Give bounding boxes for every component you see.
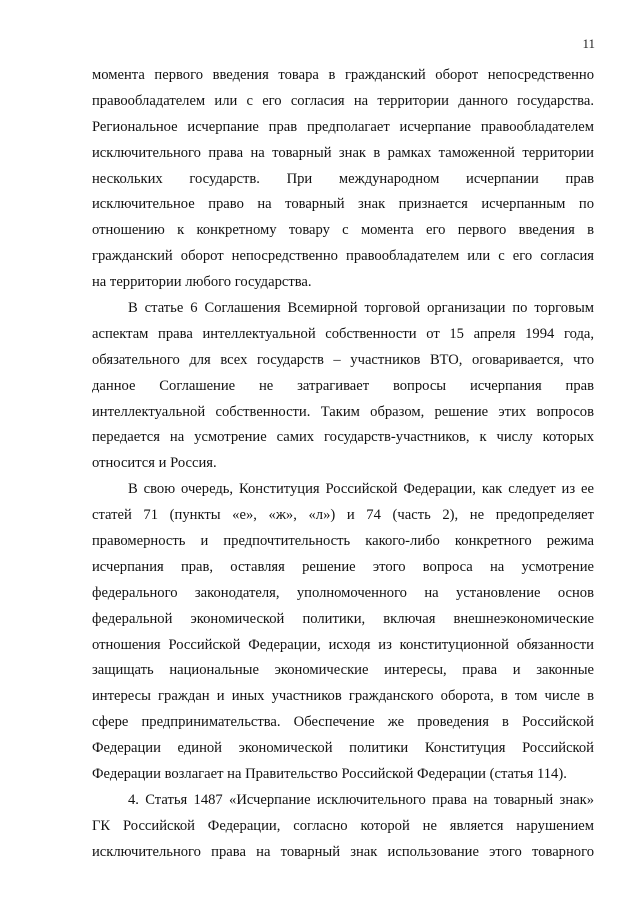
text-line: нескольких государств. При международном исчерпании прав <box>92 170 594 187</box>
text-line: на территории любого государства. <box>92 274 312 291</box>
text-line: федерального законодателя, уполномоченного на установление основ <box>92 584 594 601</box>
text-line: исчерпания прав, оставляя решение этого вопроса на усмотрение <box>92 558 594 575</box>
text-line: момента первого введения товара в гражданский оборот непосредственно <box>92 67 594 83</box>
text-line: ГК Российской Федерации, согласно которой не является нарушением <box>92 817 594 834</box>
text-line: Федерации единой экономической политики Конституция Российской <box>92 740 594 757</box>
text-line: В свою очередь, Конституция Российской Федерации, как следует из ее <box>128 481 594 498</box>
text-line: сфере предпринимательства. Обеспечение же проведения в Российской <box>92 714 594 731</box>
text-line: Региональное исчерпание прав предполагает исчерпание правообладателем <box>92 118 594 135</box>
text-line: интеллектуальной собственности. Таким образом, решение этих вопросов <box>92 403 594 420</box>
text-line: федеральной экономической политики, включая внешнеэкономические <box>92 610 594 627</box>
text-line: 4. Статья 1487 «Исчерпание исключительного права на товарный знак» <box>128 791 594 808</box>
text-line: исключительное право на товарный знак признается исчерпанным по <box>92 196 594 213</box>
text-line: обязательного для всех государств – участников ВТО, оговаривается, что <box>92 351 594 368</box>
text-line: исключительного права на товарный знак использование этого товарного <box>92 843 594 860</box>
text-line: гражданский оборот непосредственно правообладателем или с его согласия <box>92 248 594 265</box>
text-line: относится и Россия. <box>92 455 217 472</box>
text-line: В статье 6 Соглашения Всемирной торговой организации по торговым <box>128 300 594 317</box>
page-number: 11 <box>582 36 595 51</box>
text-line: интересы граждан и иных участников гражданского оборота, в том числе в <box>92 688 594 705</box>
text-line: данное Соглашение не затрагивает вопросы исчерпания прав <box>92 377 594 394</box>
text-line: передается на усмотрение самих государств-участников, к числу которых <box>92 429 594 446</box>
text-line: отношения Российской Федерации, исходя из конституционной обязанности <box>92 636 594 653</box>
text-line: статей 71 (пункты «е», «ж», «л») и 74 (часть 2), не предопределяет <box>92 507 594 524</box>
document-body <box>92 63 594 866</box>
text-line: защищать национальные экономические интересы, права и законные <box>92 662 594 679</box>
text-line: правомерность и предпочтительность какого-либо конкретного режима <box>92 533 594 550</box>
text-line: правообладателем или с его согласия на территории данного государства. <box>92 92 594 109</box>
text-line: аспектам права интеллектуальной собственности от 15 апреля 1994 года, <box>92 325 594 342</box>
text-line: отношению к конкретному товару с момента его первого введения в <box>92 222 594 239</box>
text-line: Федерации возлагает на Правительство Российской Федерации (статья 114). <box>92 766 567 783</box>
text-line: исключительного права на товарный знак в рамках таможенной территории <box>92 144 594 161</box>
